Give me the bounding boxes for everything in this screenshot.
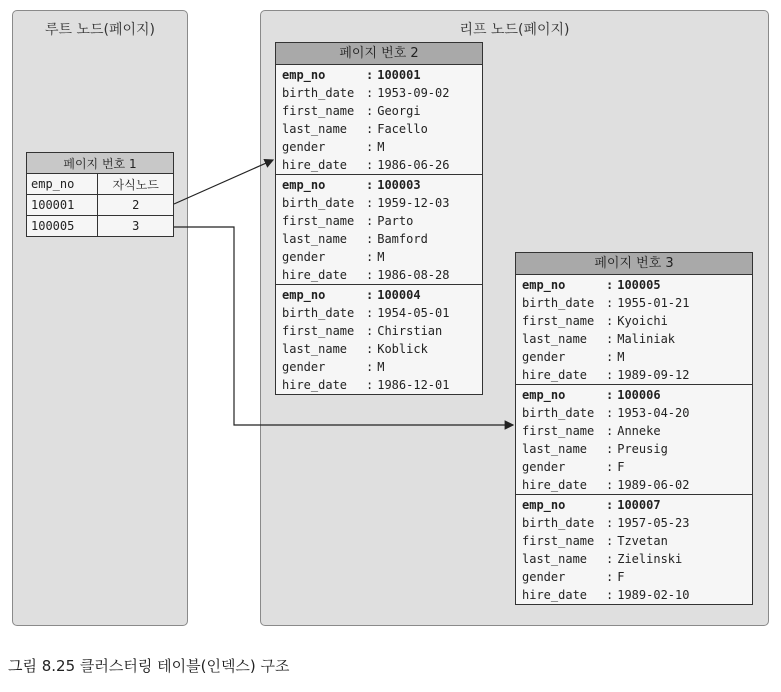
field-name: emp_no xyxy=(522,498,566,512)
field-value: 1989-09-12 xyxy=(617,368,690,382)
field-name: hire_date xyxy=(522,478,588,492)
field-name: birth_date xyxy=(282,196,355,210)
field-value: 1959-12-03 xyxy=(377,196,450,210)
record-field: gender : M xyxy=(522,350,625,364)
field-value: 1957-05-23 xyxy=(617,516,690,530)
field-name: gender xyxy=(282,140,326,154)
field-value: 1953-04-20 xyxy=(617,406,690,420)
leaf-node-title: 리프 노드(페이지) xyxy=(459,22,570,38)
record-field: last_name : Maliniak xyxy=(522,332,676,346)
root-node-title: 루트 노드(페이지) xyxy=(44,22,156,38)
record-field: birth_date : 1959-12-03 xyxy=(282,196,450,210)
field-name: birth_date xyxy=(522,296,595,310)
root-row-emp-no: 100001 xyxy=(27,195,98,216)
field-value: 1986-08-28 xyxy=(377,268,450,282)
field-name: first_name xyxy=(522,534,595,548)
record-field: last_name : Preusig xyxy=(522,442,668,456)
field-name: first_name xyxy=(282,104,355,118)
record-field: hire_date : 1989-09-12 xyxy=(522,368,690,382)
record-field: hire_date : 1986-12-01 xyxy=(282,378,450,392)
field-name: last_name xyxy=(282,232,348,246)
record-field: hire_date : 1989-02-10 xyxy=(522,588,690,602)
record-field: hire_date : 1986-08-28 xyxy=(282,268,450,282)
field-name: hire_date xyxy=(282,158,348,172)
field-value: Georgi xyxy=(377,104,421,118)
field-name: emp_no xyxy=(282,288,326,302)
field-value: 100001 xyxy=(377,68,421,82)
field-value: 1954-05-01 xyxy=(377,306,450,320)
field-value: 1989-06-02 xyxy=(617,478,690,492)
field-value: 1989-02-10 xyxy=(617,588,690,602)
record-field: emp_no : 100007 xyxy=(522,498,661,512)
field-name: birth_date xyxy=(282,306,355,320)
field-name: hire_date xyxy=(282,378,348,392)
field-value: 1955-01-21 xyxy=(617,296,690,310)
field-value: F xyxy=(617,570,625,584)
field-name: emp_no xyxy=(522,278,566,292)
field-value: 1953-09-02 xyxy=(377,86,450,100)
field-value: 100003 xyxy=(377,178,421,192)
record-field: birth_date : 1953-09-02 xyxy=(282,86,450,100)
field-name: last_name xyxy=(522,442,588,456)
field-value: M xyxy=(617,350,625,364)
field-value: Anneke xyxy=(617,424,661,438)
record-field: emp_no : 100001 xyxy=(282,68,421,82)
field-value: Facello xyxy=(377,122,428,136)
field-name: hire_date xyxy=(522,368,588,382)
record-field: last_name : Bamford xyxy=(282,232,428,246)
record-field: emp_no : 100005 xyxy=(522,278,661,292)
field-value: 1986-06-26 xyxy=(377,158,450,172)
leaf-page-title: 페이지 번호 3 xyxy=(516,253,752,275)
record-field: gender : F xyxy=(522,460,625,474)
field-value: Koblick xyxy=(377,342,428,356)
field-name: gender xyxy=(282,250,326,264)
field-name: last_name xyxy=(282,122,348,136)
field-name: emp_no xyxy=(282,178,326,192)
record-field: first_name : Tzvetan xyxy=(522,534,668,548)
field-name: birth_date xyxy=(522,406,595,420)
field-value: Tzvetan xyxy=(617,534,668,548)
record-field: emp_no : 100004 xyxy=(282,288,421,302)
field-value: Parto xyxy=(377,214,414,228)
record-field: gender : F xyxy=(522,570,625,584)
field-value: Chirstian xyxy=(377,324,443,338)
field-value: 1986-12-01 xyxy=(377,378,450,392)
field-value: Preusig xyxy=(617,442,668,456)
root-row-emp-no: 100005 xyxy=(27,216,98,237)
field-name: last_name xyxy=(282,342,348,356)
record-field: birth_date : 1955-01-21 xyxy=(522,296,690,310)
field-name: birth_date xyxy=(282,86,355,100)
field-name: gender xyxy=(522,570,566,584)
root-row-child: 2 xyxy=(98,195,174,216)
leaf-page-title: 페이지 번호 2 xyxy=(276,43,482,65)
record-field: birth_date : 1954-05-01 xyxy=(282,306,450,320)
field-name: first_name xyxy=(282,324,355,338)
record-field: last_name : Koblick xyxy=(282,342,428,356)
field-name: first_name xyxy=(522,424,595,438)
field-name: emp_no xyxy=(522,388,566,402)
field-name: emp_no xyxy=(282,68,326,82)
figure-caption: 그림 8.25 클러스터링 테이블(인덱스) 구조 xyxy=(8,657,290,675)
field-name: hire_date xyxy=(282,268,348,282)
field-name: hire_date xyxy=(522,588,588,602)
record-field: gender : M xyxy=(282,360,385,374)
field-value: Zielinski xyxy=(617,552,683,566)
root-col-emp-no: emp_no xyxy=(27,174,98,195)
field-value: 100004 xyxy=(377,288,421,302)
field-value: 100005 xyxy=(617,278,661,292)
field-value: F xyxy=(617,460,625,474)
field-value: 100007 xyxy=(617,498,661,512)
field-value: Bamford xyxy=(377,232,428,246)
record-field: first_name : Chirstian xyxy=(282,324,443,338)
field-name: birth_date xyxy=(522,516,595,530)
field-name: gender xyxy=(282,360,326,374)
record-field: emp_no : 100006 xyxy=(522,388,661,402)
root-col-child: 자식노드 xyxy=(98,174,174,195)
record-field: last_name : Zielinski xyxy=(522,552,683,566)
record-field: last_name : Facello xyxy=(282,122,428,136)
record-field: emp_no : 100003 xyxy=(282,178,421,192)
record-field: hire_date : 1989-06-02 xyxy=(522,478,690,492)
record-field: birth_date : 1953-04-20 xyxy=(522,406,690,420)
field-value: Maliniak xyxy=(617,332,676,346)
field-name: first_name xyxy=(282,214,355,228)
field-name: last_name xyxy=(522,332,588,346)
arrow-to-page-3 xyxy=(174,227,513,425)
record-field: gender : M xyxy=(282,140,385,154)
root-row-child: 3 xyxy=(98,216,174,237)
field-name: first_name xyxy=(522,314,595,328)
field-value: M xyxy=(377,360,385,374)
record-field: gender : M xyxy=(282,250,385,264)
arrow-to-page-2 xyxy=(174,160,273,204)
field-name: last_name xyxy=(522,552,588,566)
record-field: first_name : Anneke xyxy=(522,424,661,438)
field-value: Kyoichi xyxy=(617,314,668,328)
record-field: hire_date : 1986-06-26 xyxy=(282,158,450,172)
record-field: first_name : Georgi xyxy=(282,104,421,118)
root-page-title: 페이지 번호 1 xyxy=(27,153,174,174)
field-name: gender xyxy=(522,350,566,364)
field-name: gender xyxy=(522,460,566,474)
field-value: M xyxy=(377,140,385,154)
field-value: M xyxy=(377,250,385,264)
record-field: birth_date : 1957-05-23 xyxy=(522,516,690,530)
record-field: first_name : Parto xyxy=(282,214,414,228)
field-value: 100006 xyxy=(617,388,661,402)
record-field: first_name : Kyoichi xyxy=(522,314,668,328)
